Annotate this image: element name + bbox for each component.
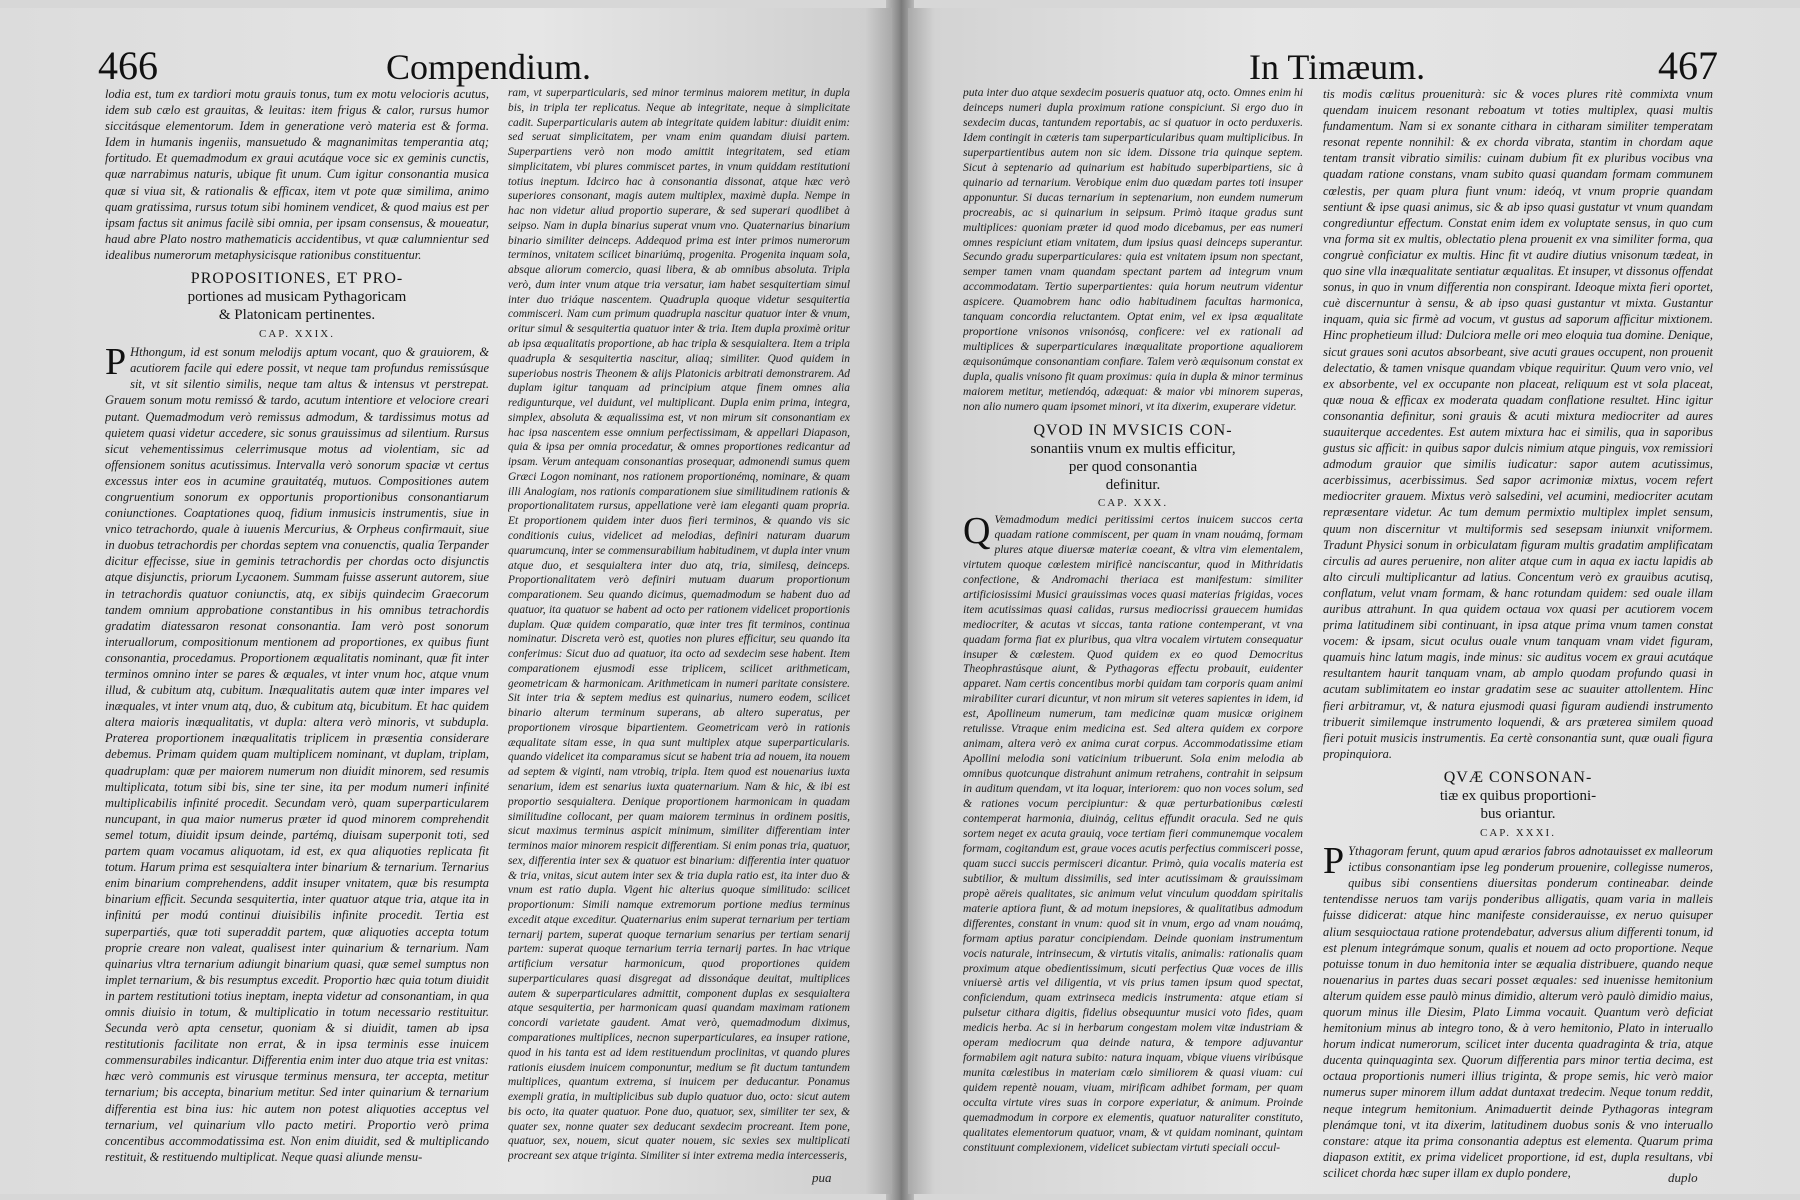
- section-heading-line: definitur.: [1105, 476, 1161, 493]
- paragraph: [105, 341, 489, 1165]
- section-heading: [1323, 768, 1713, 823]
- section-heading: [963, 421, 1303, 494]
- paragraph: puta inter duo atque sexdecim posueris quatuor atq, octo. Omnes enim hi deinceps numeri dupla proximum ratione conspiciunt. Si ergo duo in sexdecim ducas, tantundem reportabis, ac si quatuor in octo perduxeris. Idem contingit in cæteris tam superparticularibus quam multiplicibus. In superpartientibus autem non sic idem. Dissone tria quinque septem. Sicut à septenario ad quinarium est habitudo superbipartiens, sic à quinario ad ternarium. Verobique enim duo quædam partes toti insuper apponuntur. Si ducas ternarium in septenarium, non eundem numerum procreabis, ac si quinarium in seipsum. Primò itaque gradus sunt multiplices: quoniam præter id quod modo dicebamus, per eas numeri omnes respiciunt etiam vnitatem, dum ipsius quasi deinceps superantur. Secundo gradu superparticulares: quia est vnitatem ipsum non spectant, semper tamen vnam quandam spectant partem ad integrum vnum accommodatam. Tertio superpartientes: quia horum neutrum videntur aspicere. Quamobrem hanc odio habitudinem facultas harmonica, tanquam concordia reluctantem. Optat enim, vel ex ipsa æqualitate proportione vnisonos vnisonósq, conficere: vel ex rationali ad multiplices & superparticulares inæqualitate proportione aqualiorem æquisonúmque consonantiam confiare. Talem verò æquisonum constat ex dupla, qualis vnisono fit quam proximus: quia in dupla & minor terminus maiorem metitur, metiendóq, adæquat: & maior vbi minorem superas, non alio numero quam ipsomet minori, vt ita dixerim, exuperare videtur.: [963, 87, 1303, 414]
- section-heading-line: bus oriantur.: [1480, 805, 1556, 822]
- section-heading-line: portiones ad musicam Pythagoricam: [187, 289, 407, 306]
- chapter-number: CAP. XXIX.: [259, 328, 335, 341]
- section-heading-title: QVOD IN MVSICIS CON-: [1033, 421, 1233, 439]
- page-number: 467: [1658, 43, 1718, 88]
- catchword: pua: [812, 1170, 832, 1185]
- section-heading-line: sonantiis vnum ex multis efficitur,: [1030, 440, 1236, 457]
- section-heading: [105, 269, 489, 324]
- paragraph: tis modis cœlitus proueniturà: sic & voces plures ritè commixta vnum quendam inuicem resonant reboatum vt toties multiplex, quasi multis fundamentum. Nam si ex sonante cithara in citharam similiter temperatam resonat repente nonnihil: & ex chorda vibrata, stantim in chordam aque tentam transit vibratio similis: cuinam dubium fit ex pluribus vocibus vna quadam ratione constans, vnam subito quasi quandam formam communem cœlestis, per quam plura fiunt vnum: ideóq, vt vnum proprie quandam sentiunt & ipse quasi animus, sic & ab ipso quasi gustatur vt vnum quandam congrediuntur effectum. Constat enim idem ex voluptate sensus, in quo cum vna forma sit ex multis, oblectatio plena prouenit ex vna similiter forma, qua congruè conficiatur ex multis. Hinc fit vt audire diutius vnisonum tædeat, in quo sine vlla inæqualitate sentiatur æqualitas. Et insuper, vt dissonus offendat sonus, in quo in vnum differentia non conspirant. Ideoque mixta fieri oportet, cuè discernuntur à sensu, & ab ipso quasi gustantur vt mixta. Gustantur inquam, quia sic firmè ad vocum, vt gustus ad saporum afficitur mixtionem. Hinc prophetieum illud: Dulciora melle ori meo eloquia tua domine. Denique, sicut graues soni acutos absorbeant, sive acuti graues occupent, non prouenit delectatio, & tamen vnisque quandam vbique requiritur. Quum vero vnio, vel ex absorbente, vel ex occupante non placeat, reliquum est vt sola placeat, quæ noua & efficax ex moderata quadam conflatione resultet. Hinc igitur consonantia definitur, soni grauis & acuti mixtura mediocriter ad aures suauiterque accedentes. Est autem mixtura hac ei similis, qua in saporibus gustus sic afficit: in quibus sapor dulcis nimium atque pinguis, vox remissiori admodum grauior que similis iudicatur: sapor autem acutissimus, acerbissimus, acerbissimus. Sed sapor acrimoniæ mixtus, vocem refert mediocriter grauem. Mixtus verò salsedini, vel acumini, mediocriter acutam repræsentare videtur. Ac tum demum permixtio multiplex implet sensum, quum non discernitur vt multiformis sed sesepsam iniunxit vniformem. Tradunt Physici sonum in orbiculatam figuram multis gradatim amplificatam circulis ad aures peruenire, non aliter atque cum in aqua ex iactu lapidis ab alto circuli multiplicantur ad latius. Concentum verò ex grauibus acutisq, conflatum, velut vnam formam, & hanc rotundam quidem: sed ouale illam auribus attrahunt. In qua quidem octaua vox quasi per acutiorem vocem prima latitudinem sibi continuant, in ipsa atque prima vnum tamen constat vocem: & ipsam, sicut oculus ouale vnum tanquam vnam videt figuram, quamuis hinc latum magis, inde minus: sic auditus vocem ex graui acutáque resultantem haurit tanquam vnam, ab amplo quodam profundo quasi in acutam sublimitatem eo instar gradatim sese ac suauiter attollentem. Hinc fieri arbitramur, vt, & natura ejusmodi quasi figuram audiendi instrumento tribuerit similemque instrumento loquendi, & ars præterea similem quoad fieri potuit musicis instrumentis. Ea certè consonantia sunt, quæ ouali figura propinquiora.: [1323, 87, 1713, 761]
- left-page-column-1: [105, 86, 489, 1186]
- paragraph-text: Vemadmodum medici peritissimi certos inuicem succos certa quadam ratione commiscent, per quam in vnam nouámq, formam plures atque diuersæ materiæ coeant, & vltra vim elementalem, virtutem quoque cœlestem mirificè nanciscantur, quod in Mithridatis confectione, & Andromachi theriaca est manifestum: similiter artificiosissimi Musici grauissimas voces quasi materias frigidas, voces item acutissimas quasi calidas, rursus mediocrissi grauecem humidas mediocriter, & acutas vt siccas, tanta ratione contemperant, vt vna quadam forma fiat ex pluribus, qua vltra vocalem virtutem consequatur insuper & cœlestem. Quod quidem ex eo quod Democritus Theophrastúsque aiunt, & Pythagoras effectu probauit, euidenter apparet. Nam certis concentibus morbi quidam tam corporis quam animi mirabiliter curari dicuntur, vt non mirum sit veteres sapientes in idem, id est, Apollineum numerum, tam medicinæ quam musicæ originem retulisse. Vtraque enim medicina est. Sed altera quidem ex corpore animam, altera verò ex anima curat corpus. Accommodatissime etiam Apollini melodia soni vaticinium tribuerunt. Sola enim melodia ab omnibus quotcunque distrahunt animum retrahens, contrahit in seipsum in auditum quendam, vt ita loquar, interiorem: quo non voces solum, sed & rationes vocum percipiuntur: & quæ perturbationibus cœlesti contemperat harmonia, diuinág, celitus effundit oracula. Sed ne quis sortem neget ex acuta grauiq, voce tertiam fieri communemque vocalem formam, cogitandum est, graue voces acutis perfectius commisceri posse, quam succi succis permisceri dicantur. Primò, quia vocalis materia est subtilior, & multum dissimilis, sed inter acutissimam & grauissimam propè aëreis qualitates, sic animum velut vinculum quoddam spiritalis materie aptiora fiunt, & ad motum inepsiores, & qualitatibus admodum differentes, constant in vnum: quod sit in vnum, ergo ad vnam nouámq, formam aptius paratur concipiendam. Deinde quoniam instrumentum vocis naturale, intrinsecum, & virtutis vitalis, animalis: rationalis quam proximum atque obedientissimum, sicuti perfectius Quæ voces de illis vniuersè artis vel diligentia, vt vis prius tamen ipsum quod spectat, conficiendum, quam extrinseca medicis instrumenta: atque etiam si pulsetur cithara digitis, fidelius obsequuntur musici voto fides, quam medicis herba. Ac si in herbarum congestam molem vitæ industriam & operam mediocrum qua deinde natura, & tempore adjuvantur formabilem agit natura subito: natura inquam, vbique viuens viribúsque munita cœlestibus in materiam cœlo similiorem & quasi viuam: cui quidem repentè nouam, viuam, mirificam adhibet formam, per quam occulta virtute vires suas in corpore experiatur, & animum. Proinde quemadmodum in corpore ex elementis, quatuor naturaliter constituto, qualitates elementorum quatuor, vnam, & vt quidam nominant, quintam constituunt complexionem, videlicet subiectam virtuti speciali occul-: [963, 513, 1303, 1154]
- paragraph: [963, 509, 1303, 1156]
- paragraph: [1323, 840, 1713, 1181]
- right-page-column-1: [963, 86, 1303, 1186]
- running-head: In Timæum.: [1249, 47, 1426, 87]
- section-heading-title: QVÆ CONSONAN-: [1443, 768, 1593, 786]
- paragraph-text: Ythagoram ferunt, quum apud ærarios fabros adnotauisset ex malleorum ictibus consonantiam ipse leg ponderum prouenire, collegisse numeros, quibus sibi consentiens diuersitas ponderum contineabar. deinde tentendisse neruos tam varijs ponderibus alligatis, quam varia in malleis fuisse didicerat: atque hinc manifeste considerauisse, ex neruo quisuper alium sesquioctaua ratione protendebatur, adversus alium differenti tonum, id est plenum integrámque sonum, qualis et nouem ad octo proportione. Neque potuisse tonum in duo hemitonia inter se æqualia distribuere, quando neque nouenarius in partes duas secari posset æquales: sed inuenisse hemitonium alterum quidem esse paulò minus dimidio, alterum verò paulò dimidio maius, quorum minus ille Diesim, Plato Limma vocauit. Quantum verò deficiat hemitonium minus ab integro tono, & à vero hemitonio, Plato in interuallo horum indicat numerorum, scilicet inter ducenta quadraginta & tria, atque ducenta quinquaginta sex. Quorum differentia pars minor tertia decima, est octaua proportionis numeri illius triginta, & prope semis, hic verò maior numerus super minorem illum addat duntaxat tredecim. Neque tonum reddit, neque integrum hemitonium. Animaduertit deinde Pythagoras integram plenámque toni, vt ita dixerim, latitudinem duobus sonis & vno interuallo constare: atque ita prima consonantia adeptus est elementa. Quarum prima diapason extitit, ex prima videlicet proportione, id est, dupla resultans, vbi scilicet chorda hæc super illam ex duplo pondere,: [1323, 844, 1713, 1180]
- paragraph: lodia est, tum ex tardiori motu grauis tonus, tum ex motu velocioris acutus, idem sub cælo est grauitas, & leuitas: item frigus & calor, rursus humor siccitásque elementorum. Idem in generatione verò materia est & forma. Idem in humanis ingeniis, mansuetudo & magnanimitas temperantia atq; fortitudo. Et quemadmodum ex graui acutáque voce sic ex geminis cunctis, quæ narrabimus naturis, ubique fit unum. Cum igitur consonantia musica quæ si viua sit, & rationalis & efficax, item vt pote quæ similima, animo quam gratissima, rursus totum sibi hominem vendicet, & quod maius est per ipsam factus sit animus facilè sibi omnia, per ipsam consensus, & moueatur, haud abre Plato nostro mathematicis accidentibus, vt quæ calumnientur sed idealibus numerorum metaphysicisque rationibus constituentur.: [105, 87, 489, 262]
- left-page: [0, 8, 892, 1194]
- catchword: duplo: [1668, 1170, 1698, 1185]
- chapter-number: CAP. XXX.: [1097, 496, 1169, 509]
- section-heading-line: & Platonicam pertinentes.: [218, 307, 376, 324]
- paragraph-text: Hthongum, id est sonum melodijs aptum vocant, quo & grauiorem, & acutiorem facile qui edere possit, vt neque tam profundus remissúsque sit, vt sit silentio similis, neque tam altus & intensus vt perstrepat. Grauem sonum motu remissó & tardo, acutum intentiore et velociore creari putant. Quemadmodum verò remissus admodum, & tardissimus motus ad quietem quasi videtur accedere, sic sonus grauissimus ad silentium. Rursus sicut vehementissimus celerrimusque motus ad violentiam, sic ad offensionem sonitus acutissimus. Intervalla verò sonorum spaciæ vt certus excessus inter eos in acumine grauitatéq, mutuos. Compositiones autem congruentium sonorum ex opportunis proportionibus consonantiarum coniunctiones. Coaptationes quoq, fidium inmusicis instrumentis, siue in vnico tetrachordo, quale à iuuenis Mercurius, & Orpheus confirmauit, siue in duobus tetrachordis per chordas septem vna conuenctis, qualia Terpander dicitur effecisse, siue in geminis tetrachordis per chordas octo disjunctis atque disjunctis, priorum Lycaonem. Summam fuisse asserunt autorem, siue in tetrachordis quatuor coniunctis, atq, ex sibijs quindecim Graecorum tandem omnium approbatione constantibus in his omnibus tetrachordis gradatim diatessaron resonat consonantia. Iam verò post sonorum interuallorum, compositionum mentionem ad proportiones, ex quibus fiunt consonantia, procedamus. Proportionem æqualitatis nominant, quæ fit inter terminos omnino inter se pares & æquales, vt inter vnum hoc, atque vnum illud, & cubitum atq, cubitum. Inæqualitatis autem quæ inter impares vel inæquales, vt inter vnum atq, duo, & cubitum atq, bicubitum. Et hac quidem altera maioris inæqualitatis, vt dupla: altera verò minoris, vt subdupla. Praterea proportionem inæqualitatis triplicem in præsentia considerare debemus. Primam quidem quam multiplicem nominant, vt duplam, triplam, quadruplam: quæ per maiorem numerum non diuidit minorem, sed resumis multiplicata, totum sibi bis, sine ter sine, ita per modum numeri infinité multiplicabilis infinité procedit. Secundam verò, quam superparticularem nuncupant, in qua maior numerus præter id quod minorem comprehendit semel totum, diuidit ipsum deinde, partémq, diuisam superponit toti, sed partem quam vocamus aliquotam, id est, ex qua aliquoties replicata fit totum. Harum prima est sesquialtera inter binarium & ternarium. Ternarius enim binarium comprehendens, addit insuper vnitatem, quæ bis resumpta binarium efficit. Secunda sesquitertia, inter quatuor atque tria, atque ita in infinitú per modú continui diuisibilis infinite procedit. Tertia est superpartiés, quæ toti superaddit partem, quæ aliquoties accepta totum proprie creare non valeat, qualisest inter quinarium & ternarium. Nam quinarius vltra ternarium adiungit binarium quasi, quæ semel sumptus non implet ternarium, & bis resumptus excedit. Proportio hæc quia totum diuidit in partem restitutioni totius ineptam, inepta videtur ad consonantiam, in qua omnis diuisio in totum, & multiplicatio in totum necessario restituitur. Secunda verò apta censetur, quoniam & si diuidit, tamen ab ipsa restitutionis facilitate non errat, & in ipsa terminis esse inuicem commensurabiles indicantur. Differentia enim inter duo atque tria est vnitas: hæc verò communis est virusque terminus mensura, ter accepta, metitur ternarium; bis accepta, binarium metitur. Sed inter quinarium & ternarium differentia est bina ius: hic autem non potest aliquoties acceptus vel ternarium, vel quinarium vllo pacto metiri. Proportio verò prima concentibus accommodatissima est. Non enim diuidit, sed & multiplicando restituit, & restituendo multiplicat. Neque quasi aliunde mensu-: [105, 345, 489, 1164]
- right-page-column-2: [1323, 86, 1713, 1186]
- section-heading-line: tiæ ex quibus proportioni-: [1439, 787, 1597, 804]
- paragraph: ram, vt superparticularis, sed minor terminus maiorem metitur, in dupla bis, in tripla ter replicatus. Neque ab integritate, neque à simplicitate cadit. Superparticularis autem ab integritate quidem labitur: diuidit enim: sed seruat simplicitatem, per vnam enim quandam diuisi partem. Superpartiens verò non modo amittit integritatem, sed etiam simplicitatem, vbi plures commiscet partes, in vnum quiddam restitutioni totius ineptum. Idcirco hac à consonantia dissonat, atque hæc verò superiores consonant, magis autem multiplex, maximè dupla. Nempe in hac non videtur aliud proportio superare, & sed superari quodlibet à seipso. Nam in dupla binarius superat vnum vno. Quaternarius binarium binario similiter deinceps. Addequod prima est inter primos numerorum terminos, vnitatem scilicet binariúmq, progenita. Progenita inquam sola, absque aliorum comercio, quasi libera, & ab omnibus absoluta. Tripla verò, dum inter vnum atque tria versatur, iam habet sesquitertiam simul inter duo triáque nascentem. Quadrupla quoque videtur sesquitertia commisceri. Nam cum primum quadrupla nascitur quatuor inter & vnum, oritur simul & sesquitertia quatuor inter & tria. Item dupla proximè oritur ab ipsa æqualitatis proportione, ab hac tripla & sesquialtera. Item a tripla quadrupla & sesquitertia nascitur, aliaq; similiter. Quod quidem in superiobus nostris Theonem & alijs Platonicis arbitrati demonstrarem. Ad duplam igitur tanquam ad principium atque finem omnes alia redigunturque, vel duidunt, vel multiplicant. Dupla enim prima, integra, simplex, absoluta & æqualissima est, vt non mirum sit consonantiam ex hac ipsa nascentem esse omnium perfectissimam, & appellari Diapason, quia & ipsa per omnia procedatur, & omnes proportiones redicantur ad ipsam. Verum antequam consonantias prosequar, admonendi sumus quem Græci Logon nominant, nos rationem proportionémq, nominare, & quam illi Analogiam, nos rationis comparationem siue similitudinem rationis & proportionalitatem rursus, appellatione verè iam eleganti quam propria. Et proportionem quidem inter duos fieri terminos, & quando vis sic conditionis cuius, videlicet ad melodias, definiri naturam duarum quarumcunq, inter se commensurabilium habitudinem, vt dupla inter vnum atque duo, et sesquialtera inter duo atq, tria, similesq, deinceps. Proportionalitatem verò definiri mutuam duarum proportionum comparationem. Seu quando dicimus, quemadmodum se habent duo ad quatuor, ita quatuor se habent ad octo per rationem videlicet proportionis duplam. Quæ quidem comparatio, quæ inter tres fit terminos, continua nominatur. Discreta verò est, quoties non plures efficitur, seu quando ita conferimus: Sicut duo ad quatuor, ita octo ad sexdecim sese habent. Item comparationem ejusmodi esse triplicem, scilicet arithmeticam, geometricam & harmonicam. Arithmeticam in numeri paritate consistere. Sit inter tria & septem medius est quinarius, numero eodem, scilicet binario alterum terminum superans, ab altero superatus, per proportionem virosque bipartientem. Geometricam verò in rationis æqualitate sitam esse, in qua sunt multiplex atque superparticularis. quando videlicet ita comparamus sicut se habent tria ad nouem, ita nouem ad septem & viginti, nam vtrobiq, tripla. Item quod est nouenarius iuxta senarium, idem est senarius iuxta quaternarium. Nam & hic, & ibi est proportio sesquialtera. Denique proportionem harmonicam in quadam similitudine collocant, per quam maiorem terminus in ordinem positis, sicut maximus terminus aspicit minimum, similiter differentiam inter terminos maior minorem respicit differentiam. Si enim ponas tria, quatuor, sex, differentia inter sex & quatuor est binarium: differentia inter quatuor & tria, vnitas, sicut autem inter sex & tria dupla ratio est, ita inter duo & vnum est ratio dupla. Vigent hic alterius quoque similitudo: scilicet proportionum: Simili namque extremorum portione medius terminus excedit atque exceditur. Quaternarius enim superat ternarium per tertiam ternarij partem, superat quoque ternarium senarius per tertiam senarij partem: superat quoque ternarium terria ternarij partes. In hac vtrique artificium versatur harmonicum, quod proportiones quidem superparticulares quasi disgregat ad dissonáque deuitat, multiplices autem & superparticulares admittit, component duplas ex sesquialtera atque sesquitertia, per harmonicam quasi quandam maximam rationem concordi varietate gaudent. Amat verò, quemadmodum diximus, comparationes multiplices, necnon superparticulares, ea insuper ratione, quod in his tanta est ad idem restituendum proclinitas, vt quando plures rationis eiusdem inuicem componuntur, medium se fit ductum tantundem multiplices, quantum extrema, si inuicem per deducantur. Ponamus exempli gratia, in multiplicibus sub duplo quatuor duo, octo: sicut autem bis octo, ita quater quatuor. Pone duo, quatuor, sex, similiter ter sex, & quater sex, nonne quater sex deducant sexdecim procreant. Item pone, quatuor, sex, nouem, sicut quater nouem, sic sexies sex multiplicati procreant sex atque triginta. Similiter si inter extrema media intercesseris,: [508, 87, 850, 1163]
- section-heading-line: per quod consonantia: [1068, 458, 1198, 475]
- left-page-column-2: [508, 86, 850, 1186]
- right-page: [908, 8, 1800, 1194]
- running-head: Compendium.: [386, 47, 591, 87]
- page-number: 466: [98, 43, 158, 88]
- drop-cap: P: [1323, 840, 1345, 883]
- section-heading-title: PROPOSITIONES, ET PRO-: [190, 270, 404, 288]
- drop-cap: P: [105, 341, 127, 384]
- chapter-number: CAP. XXXI.: [1480, 826, 1556, 839]
- drop-cap: Q: [963, 509, 991, 552]
